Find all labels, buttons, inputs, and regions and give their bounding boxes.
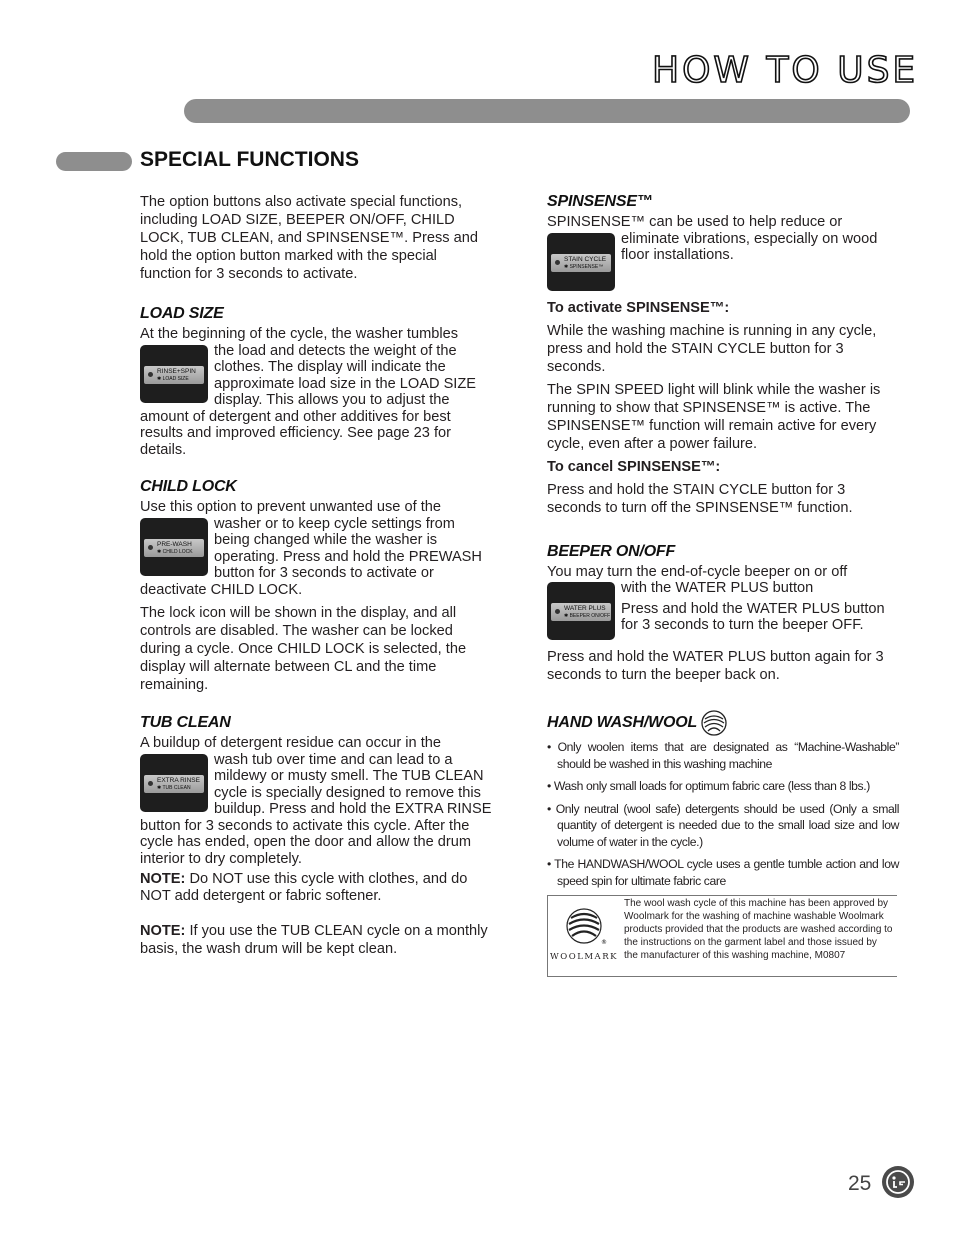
list-item: • The HANDWASH/WOOL cycle uses a gentle tumble action and low speed spin for ultimate fabric care [547,857,899,888]
header-bar [184,99,910,123]
button-sublabel: ✱ TUB CLEAN [157,784,191,791]
child-lock-lead: Use this option to prevent unwanted use of the [140,499,441,515]
tub-clean-note2 [140,922,492,958]
button-label: EXTRA RINSE [157,776,200,784]
woolmark-icon [562,906,606,946]
spinsense-heading: SPINSENSE™ [547,193,653,210]
left-column [140,193,492,963]
beeper-body2: Press and hold the WATER PLUS button for 3 seconds to turn the beeper OFF. [621,600,885,633]
spinsense-section [547,193,899,517]
list-item: • Wash only small loads for optimum fabric care (less than 8 lbs.) [547,779,870,793]
spinsense-activate-p2: The SPIN SPEED light will blink while the washer is running to show that SPINSENSE™ is active. The SPINSENSE™ function will remain active for every cycle, even after a power failure. [547,381,881,452]
right-column [547,193,899,977]
child-lock-section [140,478,492,694]
woolmark-notice [547,895,897,977]
woolmark-wordmark: WOOLMARK [550,952,618,962]
button-sublabel: ✱ BEEPER ON/OFF [564,613,611,619]
beeper-para2: Press and hold the WATER PLUS button again for 3 seconds to turn the beeper back on. [547,649,884,683]
load-size-section [140,305,492,458]
spinsense-activate-p1: While the washing machine is running in any cycle, press and hold the STAIN CYCLE button for 3 seconds. [547,322,877,375]
list-item: • Only neutral (wool safe) detergents should be used (Only a small quantity of detergent is needed due to the small load size and low volume of water in the cycle.) [547,801,899,849]
child-lock-heading: CHILD LOCK [140,478,237,495]
rinse-spin-button-image [140,345,208,403]
prewash-button-image [140,518,208,576]
indicator-light-icon [148,372,153,377]
wool-ball-icon [701,710,727,736]
button-sublabel: ✱ LOAD SIZE [157,375,189,382]
indicator-light-icon [148,545,153,550]
hand-wash-bullets [547,739,899,889]
section-title: SPECIAL FUNCTIONS [140,148,359,171]
spinsense-activate-label: To activate SPINSENSE™: [547,299,730,316]
tub-clean-heading: TUB CLEAN [140,714,231,731]
intro-paragraph: The option buttons also activate special functions, including LOAD SIZE, BEEPER ON/OFF, CHILD LOCK, TUB CLEAN, and SPINSENSE™. Press and hold the option button marked with the special function for 3 seconds to activate. [140,194,478,282]
stain-cycle-button-image [547,233,615,291]
spinsense-cancel-label: To cancel SPINSENSE™: [547,458,721,475]
button-label: WATER PLUS [564,605,606,612]
hand-wash-section [547,710,899,977]
extra-rinse-button-image [140,754,208,812]
note-label: NOTE: [140,871,186,887]
hand-wash-heading [547,710,899,736]
tub-clean-note1 [140,871,492,904]
beeper-heading: BEEPER ON/OFF [547,542,676,560]
button-sublabel: ✱ CHILD LOCK [157,548,193,555]
page-header-title: HOW TO USE [652,50,919,91]
woolmark-logo [548,896,620,976]
child-lock-para2: The lock icon will be shown in the display, and all controls are disabled. The washer can be locked during a cycle. Once CHILD LOCK is selected, the display will alternate between CL and the time remaining. [140,605,467,693]
tub-clean-body: wash tub over time and can lead to a mildewy or musty smell. The TUB CLEAN cycle is specially designed to remove this buildup. Press and hold the EXTRA RINSE button for 3 seconds to activate this cycle. After the cycle has ended, open the door and allow the drum interior to dry completely. [140,751,492,867]
page-number: 25 [848,1172,872,1195]
button-label: PRE-WASH [157,540,192,548]
load-size-heading: LOAD SIZE [140,305,224,322]
beeper-lead: You may turn the end-of-cycle beeper on or off [547,563,848,580]
button-label: RINSE+SPIN [157,367,196,375]
registered-mark: ® [601,939,607,946]
spinsense-lead: SPINSENSE™ can be used to help reduce or [547,214,843,230]
load-size-lead: At the beginning of the cycle, the washer tumbles [140,326,459,342]
load-size-body: the load and detects the weight of the clothes. The display will indicate the approximate load size in the LOAD SIZE display. This allows you to adjust the amount of detergent and other additives for best results and improved efficiency. See page 23 for details. [140,342,477,458]
tub-clean-lead: A buildup of detergent residue can occur in the [140,735,441,751]
spinsense-body: eliminate vibrations, especially on wood floor installations. [621,230,878,263]
spinsense-cancel-p: Press and hold the STAIN CYCLE button for 3 seconds to turn off the SPINSENSE™ function. [547,481,853,516]
woolmark-text: The wool wash cycle of this machine has been approved by Woolmark for the washing of machine washable Woolmark products provided that the products are washed according to the instructions on the garment label and those issued by the manufacturer of this washing machine, M0807 [624,898,893,961]
hand-wash-heading-text: HAND WASH/WOOL [547,714,698,731]
indicator-light-icon [148,781,153,786]
button-label: STAIN CYCLE [564,255,607,263]
note-text: If you use the TUB CLEAN cycle on a monthly basis, the wash drum will be kept clean. [140,923,488,957]
beeper-body1: with the WATER PLUS button [621,580,814,596]
note-text: Do NOT use this cycle with clothes, and do NOT add detergent or fabric softener. [140,871,468,904]
button-sublabel: ✱ SPINSENSE™ [564,263,604,270]
note-label: NOTE: [140,923,186,939]
indicator-light-icon [555,260,560,265]
list-item: • Only woolen items that are designated as “Machine-Washable” should be washed in this washing machine [547,740,899,771]
water-plus-button-image [547,582,615,640]
tub-clean-section [140,714,492,958]
indicator-light-icon [555,609,560,614]
section-pill [56,152,132,171]
lg-logo-icon [882,1166,914,1198]
child-lock-body: washer or to keep cycle settings from being changed while the washer is operating. Press and hold the PREWASH button for 3 seconds to activate or deactivate CHILD LOCK. [140,515,482,598]
beeper-section [547,543,899,685]
